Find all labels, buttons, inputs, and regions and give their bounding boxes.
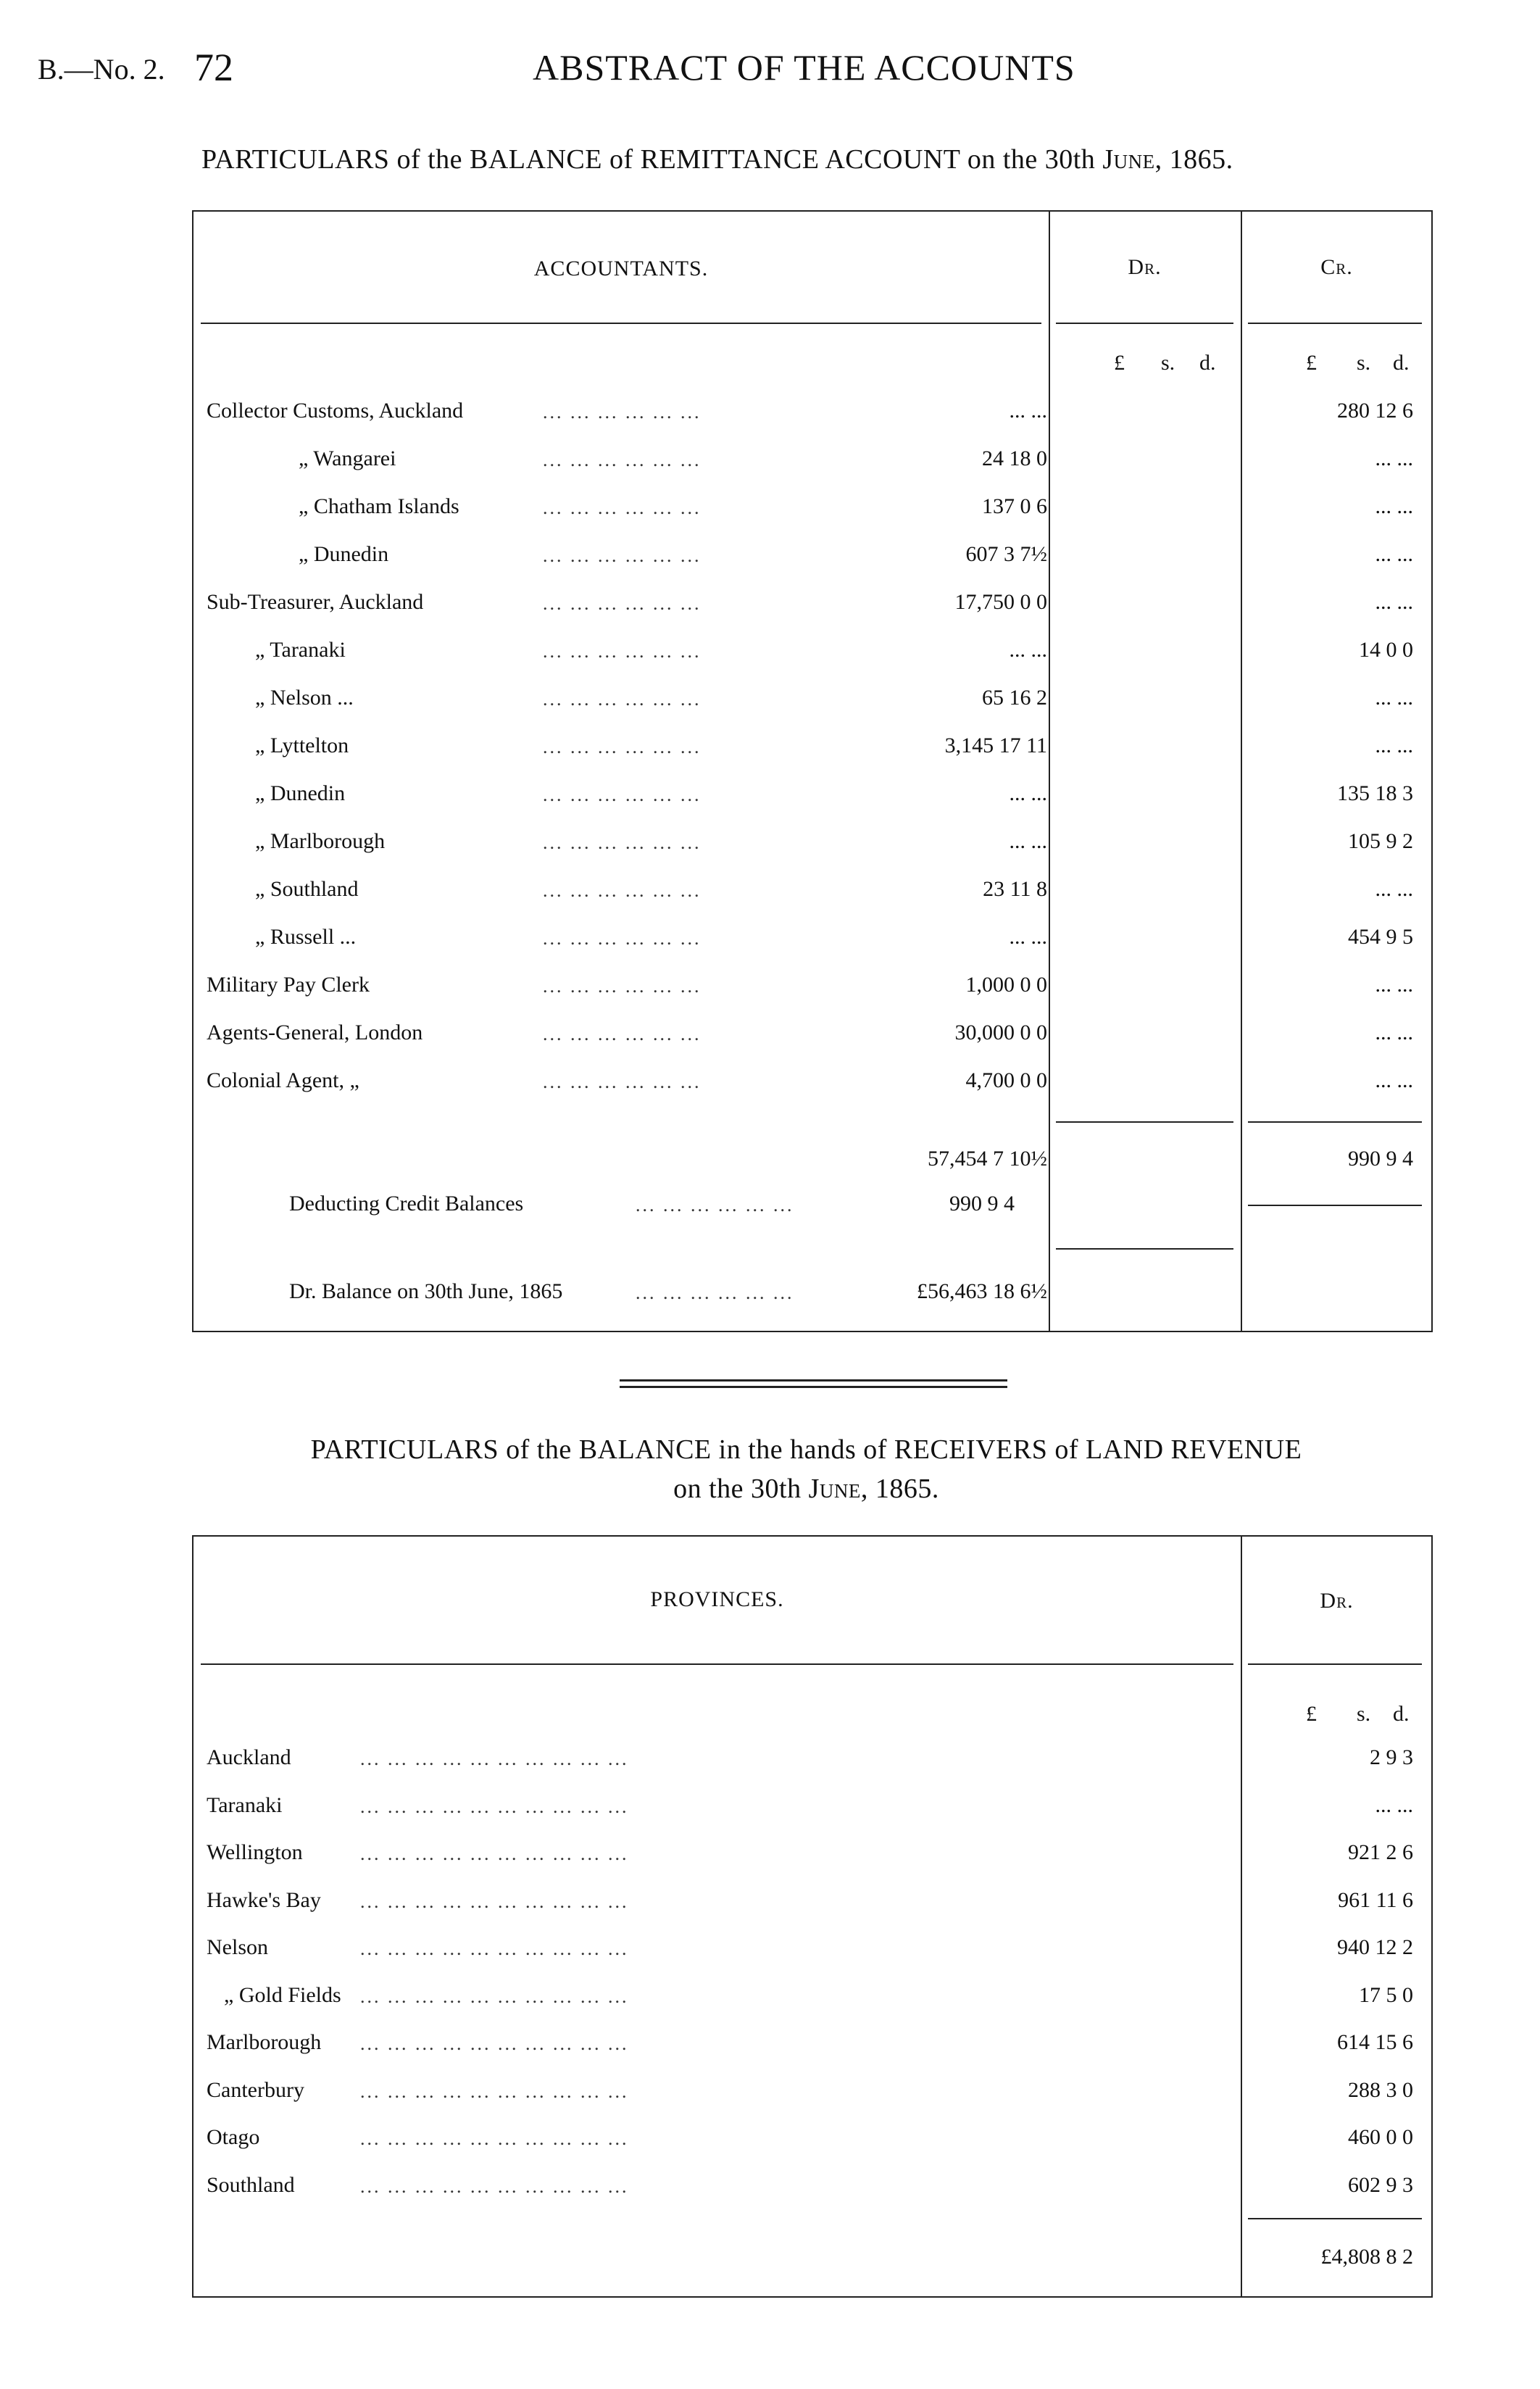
province-row-leader-dots: ... ... ... ... ... ... ... ... ... ... [360,2033,629,2054]
province-row-leader-dots: ... ... ... ... ... ... ... ... ... ... [360,2175,629,2197]
remittance-row [193,925,1431,973]
remittance-row-leader-dots: ... ... ... ... ... ... [543,689,702,710]
province-row-dr-value: 940 12 2 [1337,1935,1413,1959]
remittance-section-title [201,144,1233,175]
remittance-row [193,734,1431,781]
province-row [193,2030,1431,2078]
remittance-title-month: June [1102,144,1155,175]
remittance-row-dr-value: 24 18 0 [982,446,1047,470]
remittance-row-name: „ Dunedin [255,781,346,805]
land-revenue-title-line2 [0,1473,1540,1505]
province-row-name: Taranaki [207,1792,283,1817]
cr-closing-rule [1248,1205,1422,1206]
dr-unit-shillings: s. [1161,351,1175,375]
remittance-row-leader-dots: ... ... ... ... ... ... [543,641,702,662]
remittance-row-leader-dots: ... ... ... ... ... ... [543,593,702,614]
column-header-dr: Dr. [1128,255,1162,279]
remittance-row [193,1021,1431,1068]
cr-unit-pounds: £ [1306,351,1317,375]
lr-unit-pounds: £ [1306,1702,1317,1726]
remittance-row [193,973,1431,1021]
header-rule-accountants [201,323,1041,324]
total-dr-value: 57,454 7 10½ [928,1147,1047,1171]
remittance-row-cr-value: ... ... [1375,877,1413,901]
remittance-row-dr-value: 607 3 7½ [965,542,1047,566]
balance-leader-dots: ... ... ... ... ... ... [636,1282,794,1303]
remittance-row-name: „ Russell ... [255,925,357,949]
cr-unit-shillings: s. [1357,351,1371,375]
province-row-dr-value: 2 9 3 [1370,1745,1413,1769]
total-rule-cr [1248,1121,1422,1123]
deduct-dr-value: 990 9 4 [949,1192,1015,1216]
lr-header-rule-dr [1248,1663,1422,1665]
remittance-row-name: Agents-General, London [207,1021,423,1044]
remittance-row-name: Colonial Agent, „ [207,1068,359,1092]
province-row-leader-dots: ... ... ... ... ... ... ... ... ... ... [360,2128,629,2149]
remittance-row-leader-dots: ... ... ... ... ... ... [543,1023,702,1044]
province-row-name: „ Gold Fields [224,1982,341,2007]
province-row-name: Nelson [207,1935,268,1959]
dr-unit-pounds: £ [1114,351,1125,375]
remittance-row-leader-dots: ... ... ... ... ... ... [543,880,702,901]
province-row-name: Auckland [207,1745,291,1769]
remittance-row [193,829,1431,877]
lr-unit-shillings: s. [1357,1702,1371,1726]
remittance-row-name: „ Dunedin [299,542,389,566]
remittance-row-leader-dots: ... ... ... ... ... ... [543,976,702,997]
province-row-name: Canterbury [207,2077,304,2102]
remittance-row-name: „ Nelson ... [255,686,354,710]
province-row-dr-value: 614 15 6 [1337,2030,1413,2054]
remittance-title-main: PARTICULARS of the BALANCE of REMITTANCE ACCOUNT on the 30th [201,144,1096,175]
province-row [193,1888,1431,1936]
deduct-leader-dots: ... ... ... ... ... ... [636,1194,794,1216]
remittance-row [193,446,1431,494]
remittance-row-dr-value: ... ... [1009,638,1047,662]
remittance-row-dr-value: 17,750 0 0 [954,590,1047,614]
province-row-dr-value: 460 0 0 [1348,2125,1413,2149]
province-row-name: Southland [207,2172,295,2197]
header-rule-dr [1056,323,1233,324]
remittance-row [193,686,1431,734]
remittance-row-leader-dots: ... ... ... ... ... ... [543,784,702,805]
page-number: 72 [194,46,233,89]
remittance-row-leader-dots: ... ... ... ... ... ... [543,736,702,757]
province-row [193,1745,1431,1793]
column-header-provinces: PROVINCES. [650,1587,784,1611]
remittance-row-cr-value: ... ... [1375,973,1413,997]
province-row-dr-value: 288 3 0 [1348,2077,1413,2102]
dr-unit-pence: d. [1199,351,1216,375]
remittance-row-dr-value: ... ... [1009,399,1047,423]
remittance-row [193,590,1431,638]
remittance-row-dr-value: 4,700 0 0 [965,1068,1047,1092]
remittance-row-name: „ Chatham Islands [299,494,459,518]
land-revenue-title-year: , 1865. [860,1474,939,1504]
province-row-leader-dots: ... ... ... ... ... ... ... ... ... ... [360,1748,629,1769]
remittance-row-leader-dots: ... ... ... ... ... ... [543,832,702,853]
page-title: ABSTRACT OF THE ACCOUNTS [533,47,1075,88]
remittance-row-cr-value: ... ... [1375,1068,1413,1092]
province-row-dr-value: 17 5 0 [1359,1982,1413,2007]
remittance-row-dr-value: ... ... [1009,829,1047,853]
balance-rule-dr [1056,1248,1233,1250]
land-revenue-title-onthe: on the 30th [673,1474,802,1504]
remittance-row-name: Sub-Treasurer, Auckland [207,590,424,614]
province-row-leader-dots: ... ... ... ... ... ... ... ... ... ... [360,1795,629,1817]
lr-total-rule [1248,2218,1422,2219]
lr-total-value: £4,808 8 2 [1320,2245,1413,2269]
land-revenue-table [192,1535,1433,2298]
province-row [193,1983,1431,2031]
province-row [193,1840,1431,1888]
lr-header-rule-provinces [201,1663,1233,1665]
remittance-row [193,542,1431,590]
province-row-dr-value: 602 9 3 [1348,2172,1413,2197]
remittance-row-cr-value: 105 9 2 [1348,829,1413,853]
remittance-title-year: , 1865. [1154,144,1233,175]
lr-unit-pence: d. [1393,1702,1410,1726]
province-row-name: Otago [207,2125,260,2149]
remittance-row-leader-dots: ... ... ... ... ... ... [543,402,702,423]
remittance-row-cr-value: ... ... [1375,446,1413,470]
remittance-row-cr-value: ... ... [1375,734,1413,757]
province-row [193,1935,1431,1983]
remittance-row-leader-dots: ... ... ... ... ... ... [543,449,702,470]
province-row [193,2125,1431,2173]
remittance-row-dr-value: 30,000 0 0 [954,1021,1047,1044]
remittance-row-cr-value: ... ... [1375,1021,1413,1044]
province-row-dr-value: 961 11 6 [1338,1887,1413,1912]
province-row-name: Marlborough [207,2030,322,2054]
remittance-row [193,781,1431,829]
remittance-row-leader-dots: ... ... ... ... ... ... [543,1071,702,1092]
lr-column-header-dr: Dr. [1320,1589,1354,1613]
document-reference: B.—No. 2. [38,53,165,86]
remittance-row-dr-value: 23 11 8 [983,877,1047,901]
remittance-row-leader-dots: ... ... ... ... ... ... [543,928,702,949]
remittance-row-dr-value: ... ... [1009,781,1047,805]
remittance-row-name: „ Marlborough [255,829,386,853]
section-separator-rule [620,1379,1007,1388]
remittance-row-cr-value: ... ... [1375,590,1413,614]
remittance-row-dr-value: ... ... [1009,925,1047,949]
remittance-row [193,877,1431,925]
remittance-row-leader-dots: ... ... ... ... ... ... [543,545,702,566]
remittance-row [193,494,1431,542]
province-row-leader-dots: ... ... ... ... ... ... ... ... ... ... [360,1938,629,1959]
province-row-leader-dots: ... ... ... ... ... ... ... ... ... ... [360,2080,629,2102]
deducting-credit-balances-label: Deducting Credit Balances [289,1192,524,1216]
province-row [193,2173,1431,2221]
remittance-row-dr-value: 1,000 0 0 [965,973,1047,997]
province-row-leader-dots: ... ... ... ... ... ... ... ... ... ... [360,1843,629,1864]
province-row-name: Hawke's Bay [207,1887,321,1912]
remittance-row-name: „ Taranaki [255,638,346,662]
remittance-row-name: „ Wangarei [299,446,396,470]
cr-unit-pence: d. [1393,351,1410,375]
remittance-row-cr-value: 454 9 5 [1348,925,1413,949]
province-row-leader-dots: ... ... ... ... ... ... ... ... ... ... [360,1985,629,2007]
province-row-name: Wellington [207,1840,303,1864]
column-header-cr: Cr. [1320,255,1353,279]
province-row-dr-value: 921 2 6 [1348,1840,1413,1864]
province-row-leader-dots: ... ... ... ... ... ... ... ... ... ... [360,1890,629,1912]
dr-balance-label: Dr. Balance on 30th June, 1865 [289,1279,563,1303]
remittance-row-cr-value: 14 0 0 [1359,638,1413,662]
header-rule-cr [1248,323,1422,324]
province-row-dr-value: ... ... [1375,1792,1413,1817]
remittance-row-dr-value: 65 16 2 [982,686,1047,710]
remittance-row-dr-value: 137 0 6 [982,494,1047,518]
land-revenue-title-line1: PARTICULARS of the BALANCE in the hands of RECEIVERS of LAND REVENUE [310,1434,1302,1465]
remittance-row-name: „ Southland [255,877,359,901]
column-header-accountants: ACCOUNTANTS. [533,257,709,281]
total-rule-dr [1056,1121,1233,1123]
remittance-row-name: Military Pay Clerk [207,973,370,997]
remittance-row [193,399,1431,446]
remittance-row-cr-value: ... ... [1375,494,1413,518]
remittance-row-cr-value: ... ... [1375,686,1413,710]
remittance-row-name: „ Lyttelton [255,734,349,757]
remittance-row [193,638,1431,686]
remittance-row-dr-value: 3,145 17 11 [944,734,1047,757]
remittance-row-leader-dots: ... ... ... ... ... ... [543,497,702,518]
remittance-row [193,1068,1431,1116]
province-row [193,1793,1431,1841]
total-cr-value: 990 9 4 [1348,1147,1413,1171]
remittance-row-cr-value: 135 18 3 [1337,781,1413,805]
remittance-row-cr-value: ... ... [1375,542,1413,566]
dr-balance-value: £56,463 18 6½ [917,1279,1047,1303]
land-revenue-title-month: June [808,1474,861,1504]
remittance-table [192,210,1433,1332]
remittance-row-name: Collector Customs, Auckland [207,399,464,423]
remittance-row-cr-value: 280 12 6 [1337,399,1413,423]
province-row [193,2078,1431,2126]
